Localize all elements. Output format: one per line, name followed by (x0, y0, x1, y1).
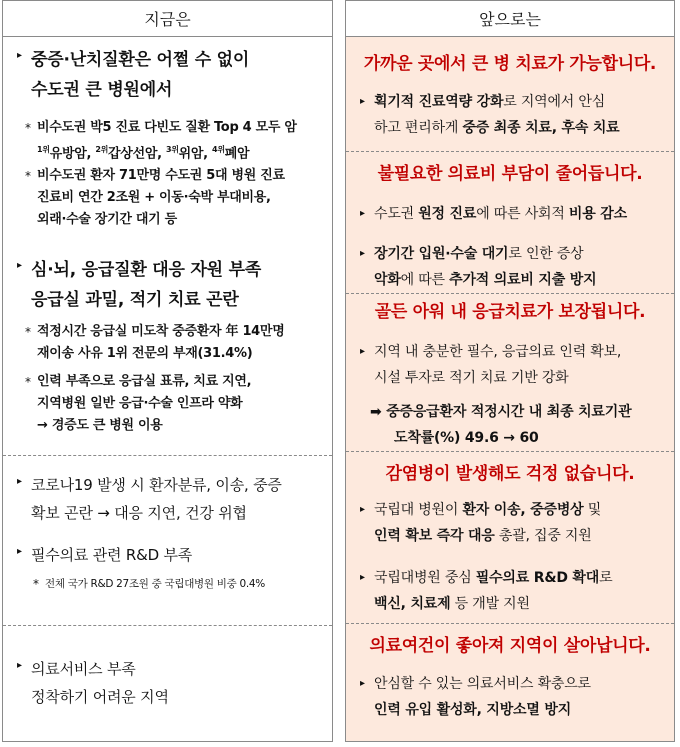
bullet-covid-response: ▸ 코로나19 발생 시 환자분류, 이송, 중증 확보 곤란 → 대응 지연, 건강 위협 (17, 476, 282, 522)
note-cancer-top4: * 비수도권 박5 진료 다빈도 질환 Top 4 모두 암 $^{1위}$유방암, $^{2위}$갑상선암, $^{3위}$위암, $^{4위}$폐암 (25, 120, 297, 162)
bullet-remote-care-cost: ▸ 수도권 원정 진료에 따른 사회적 비용 감소 (360, 206, 627, 222)
bullet-care-capacity: ▸ 획기적 진료역량 강화로 지역에서 안심 하고 편리하게 중증 최종 치료, 후속 치료 (360, 94, 620, 136)
divider (3, 455, 332, 456)
note-staff-shortage: * 인력 부족으로 응급실 표류, 치료 지연, 지역병원 일반 응급·수술 인프라 약화 → 경증도 큰 병원 이용 (25, 374, 252, 433)
note-capital-patients: * 비수도권 환자 71만명 수도권 5대 병원 진료 진료비 연간 2조원 + 이동·숙박 부대비용, 외래·수술 장기간 대기 등 (25, 168, 285, 227)
divider (346, 451, 674, 452)
heading-nearby-treatment: 가까운 곳에서 큰 병 치료가 가능합니다. (363, 54, 657, 74)
bullet-icon: ▸ (17, 50, 23, 61)
heading-regional-revival: 의료여건이 좋아져 지역이 살아납니다. (369, 636, 651, 656)
bullet-staff-facility: ▸ 지역 내 충분한 필수, 응급의료 인력 확보, 시설 투자로 적기 치료 기반 강화 (360, 344, 622, 386)
divider (346, 623, 674, 624)
future-body (345, 36, 675, 742)
bullet-waiting-cost: ▸ 장기간 입원·수술 대기로 인한 증상 악화에 따른 추가적 의료비 지출 방지 (360, 246, 597, 288)
divider (3, 625, 332, 626)
future-column (345, 0, 675, 718)
heading-golden-hour: 골든 아워 내 응급치료가 보장됩니다. (374, 302, 646, 322)
note-emergency-patients: * 적정시간 응급실 미도착 중증환자 年 14만명 재이송 사유 1위 전문의 부재(31.4%) (25, 324, 285, 361)
bullet-service-shortage: ▸ 의료서비스 부족 정착하기 어려운 지역 (17, 660, 169, 706)
future-header: 앞으로는 (345, 0, 675, 36)
bullet-essential-rnd: ▸ 국립대병원 중심 필수의료 R&D 확대로 백신, 치료제 등 개발 지원 (360, 570, 613, 612)
current-header: 지금은 (2, 0, 333, 36)
arrival-rate-target: ➡ 중증응급환자 적정시간 내 최종 치료기관 도착률(%) 49.6 → 60 (370, 404, 632, 446)
divider (346, 151, 674, 152)
heading-cost-reduction: 불필요한 의료비 부담이 줄어듭니다. (377, 164, 643, 184)
bullet-severe-disease: ▸ 중증·난치질환은 어쩔 수 없이 수도권 큰 병원에서 (17, 45, 326, 105)
divider (346, 293, 674, 294)
heading-infectious-disease: 감염병이 발생해도 걱정 없습니다. (385, 464, 635, 484)
current-body (2, 36, 333, 742)
bullet-rnd-shortage: ▸ 필수의료 관련 R&D 부족 (17, 546, 193, 564)
current-column (2, 0, 333, 706)
bullet-emergency-shortage: ▸ 심·뇌, 응급질환 대응 자원 부족 응급실 과밀, 적기 치료 곤란 (17, 260, 262, 310)
bullet-service-expansion: ▸ 안심할 수 있는 의료서비스 확충으로 인력 유입 활성화, 지방소멸 방지 (360, 676, 591, 718)
bullet-national-hospital: ▸ 국립대 병원이 환자 이송, 중증병상 및 인력 확보 즉각 대응 총괄, 집중 지원 (360, 502, 602, 544)
note-rnd-budget: * 전체 국가 R&D 27조원 중 국립대병원 비중 0.4% (33, 577, 265, 591)
